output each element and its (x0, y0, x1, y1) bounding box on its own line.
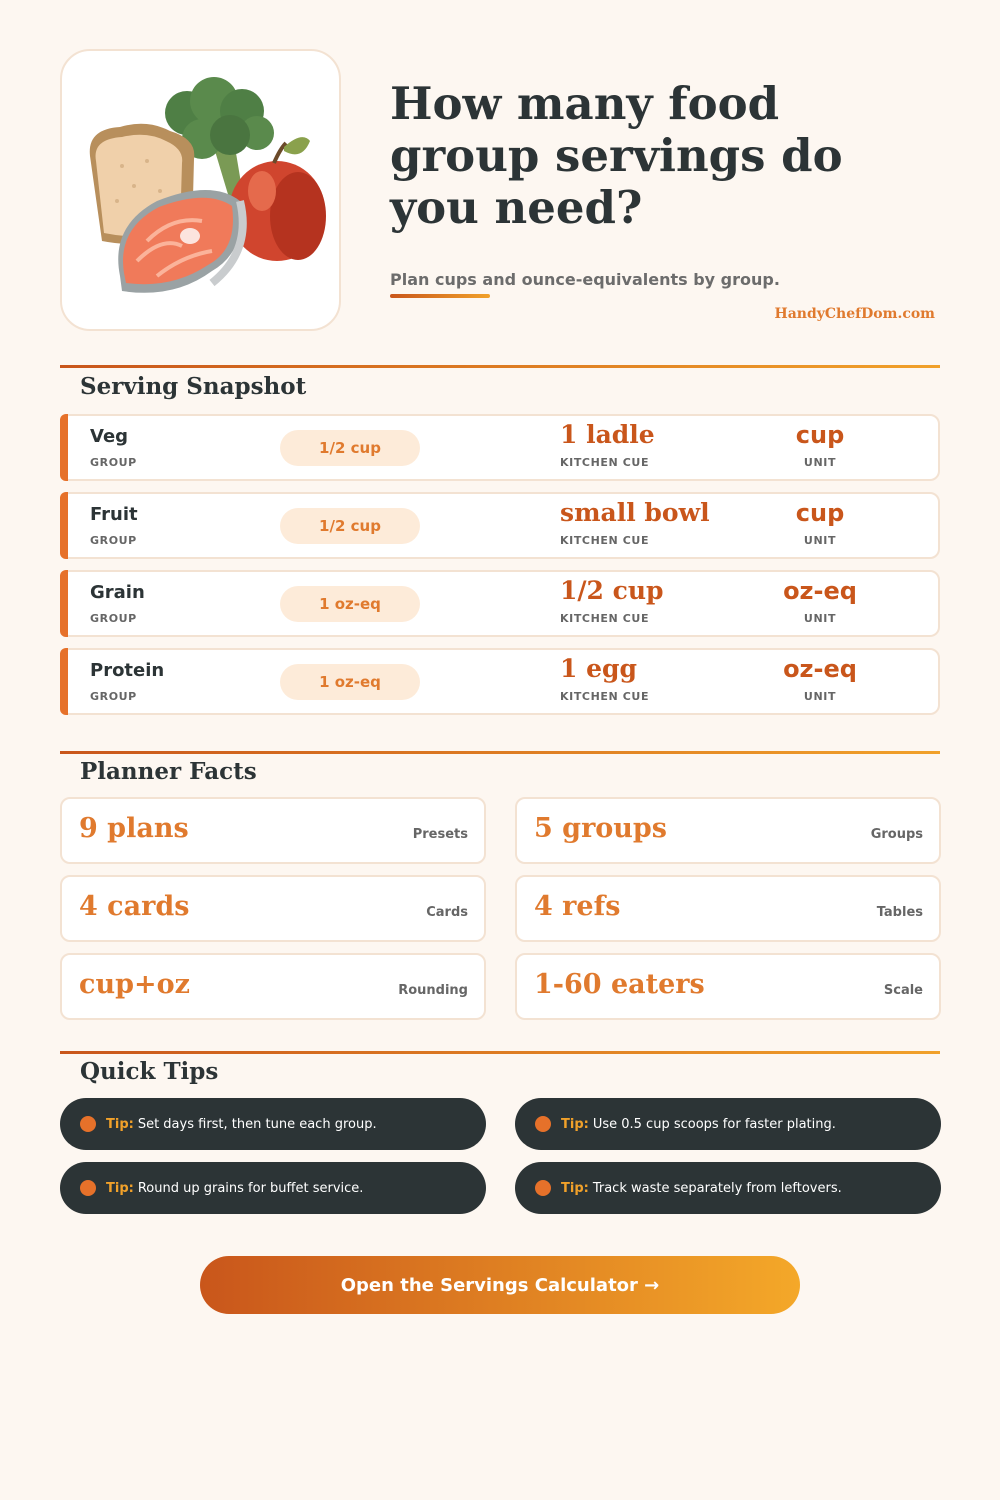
kitchen-cue: 1/2 cup (560, 576, 664, 605)
kitchen-cue-label: KITCHEN CUE (560, 612, 650, 625)
unit-value: oz-eq (783, 577, 857, 605)
group-name: Fruit (90, 504, 138, 525)
fact-label: Tables (876, 905, 923, 920)
serving-pill: 1 oz-eq (280, 664, 420, 700)
kitchen-cue: 1 ladle (560, 420, 655, 449)
fact-value: 9 plans (79, 813, 189, 844)
fact-card (515, 953, 941, 1020)
serving-pill: 1 oz-eq (280, 586, 420, 622)
fact-label: Groups (870, 827, 923, 842)
tip-text: Track waste separately from leftovers. (592, 1180, 842, 1196)
tip-key: Tip: (106, 1116, 134, 1132)
tip-pill (515, 1162, 941, 1214)
section-title-facts: Planner Facts (80, 758, 257, 785)
snapshot-row (60, 414, 940, 481)
page-subtitle: Plan cups and ounce-equivalents by group. (390, 270, 780, 289)
serving-pill: 1/2 cup (280, 430, 420, 466)
unit-label: UNIT (803, 612, 837, 625)
group-name: Veg (90, 426, 129, 447)
fact-value: 4 cards (79, 891, 190, 922)
tip-pill (515, 1098, 941, 1150)
fact-value: 4 refs (534, 891, 621, 922)
group-name: Protein (90, 660, 165, 681)
fact-label: Rounding (398, 983, 468, 998)
section-title-tips: Quick Tips (80, 1058, 219, 1085)
fact-card (515, 875, 941, 942)
hero-illustration (60, 49, 341, 331)
fact-label: Scale (883, 983, 923, 998)
snapshot-row (60, 648, 940, 715)
section-divider (60, 1051, 940, 1054)
tip-key: Tip: (106, 1180, 134, 1196)
group-label: GROUP (90, 690, 137, 703)
group-label: GROUP (90, 612, 137, 625)
page-title: How many food group servings do you need? (390, 77, 843, 234)
kitchen-cue-label: KITCHEN CUE (560, 456, 650, 469)
bullet-dot-icon (80, 1116, 96, 1132)
fact-card (515, 797, 941, 864)
subtitle-underline (390, 294, 490, 298)
unit-value: oz-eq (783, 655, 857, 683)
section-divider (60, 365, 940, 368)
unit-label: UNIT (803, 690, 837, 703)
group-name: Grain (90, 582, 145, 603)
fact-label: Cards (426, 905, 468, 920)
tip-text: Use 0.5 cup scoops for faster plating. (592, 1116, 836, 1132)
brand-link[interactable]: HandyChefDom.com (774, 306, 935, 322)
snapshot-row (60, 492, 940, 559)
kitchen-cue-label: KITCHEN CUE (560, 534, 650, 547)
fact-value: 1-60 eaters (534, 969, 705, 1000)
kitchen-cue: 1 egg (560, 654, 637, 683)
snapshot-row (60, 570, 940, 637)
kitchen-cue-label: KITCHEN CUE (560, 690, 650, 703)
tip-key: Tip: (561, 1116, 589, 1132)
fact-value: 5 groups (534, 813, 668, 844)
tip-text: Set days first, then tune each group. (137, 1116, 377, 1132)
unit-label: UNIT (803, 456, 837, 469)
fact-value: cup+oz (79, 969, 190, 1000)
bullet-dot-icon (80, 1180, 96, 1196)
section-title-snapshot: Serving Snapshot (80, 373, 307, 400)
bullet-dot-icon (535, 1180, 551, 1196)
group-label: GROUP (90, 456, 137, 469)
fact-card (60, 797, 486, 864)
tip-pill (60, 1162, 486, 1214)
section-divider (60, 751, 940, 754)
fact-card (60, 953, 486, 1020)
group-label: GROUP (90, 534, 137, 547)
tip-text: Round up grains for buffet service. (137, 1180, 364, 1196)
unit-value: cup (795, 421, 845, 449)
tip-pill (60, 1098, 486, 1150)
bullet-dot-icon (535, 1116, 551, 1132)
tip-key: Tip: (561, 1180, 589, 1196)
open-calculator-button[interactable]: Open the Servings Calculator → (200, 1256, 800, 1314)
serving-pill: 1/2 cup (280, 508, 420, 544)
unit-value: cup (795, 499, 845, 527)
fact-card (60, 875, 486, 942)
fact-label: Presets (412, 827, 468, 842)
kitchen-cue: small bowl (560, 498, 710, 527)
unit-label: UNIT (803, 534, 837, 547)
